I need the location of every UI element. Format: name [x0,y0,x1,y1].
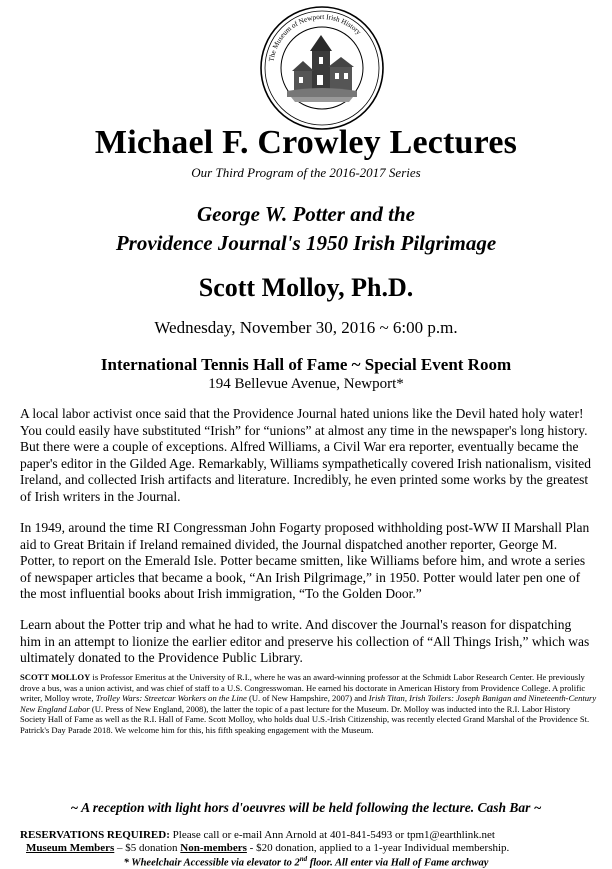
speaker-name: Scott Molloy, Ph.D. [198,273,414,302]
seal-ring-text: The Museum of Newport Irish History [267,12,363,63]
reservations-contact: Please call or e-mail Ann Arnold at 401-841-5493 or tpm1@earthlink.net [169,829,495,841]
bio-name: SCOTT MOLLOY [20,672,91,682]
reservations-label: RESERVATIONS REQUIRED: [20,829,170,841]
members-label: Museum Members [26,842,115,854]
talk-title-line-1: George W. Potter and the [197,202,415,226]
description-paragraph-1: A local labor activist once said that the Providence Journal hated unions like the Devil hated holy water! You could easily have substituted “Irish” for “unions” at almost any time in the newspaper's long history. But there were a couple of exceptions. Alfred Williams, a Civil War era reporter, eventually became the paper's editor in the Gilded Age. Remarkably, Williams sympathetically covered Irish nationalism, visited Ireland, and collected Irish artifacts and literature. Incredibly, he even printed some works by the greatest of Irish writers in the Journal. [20,406,592,504]
round-tower-icon [285,32,359,106]
venue-name: International Tennis Hall of Fame ~ Special Event Room [100,355,512,374]
accessibility-text-1: * Wheelchair Accessible via elevator to 2 [123,857,300,869]
museum-seal-logo [259,5,385,131]
talk-title-line-2: Providence Journal's 1950 Irish Pilgrimage [115,231,497,255]
nonmembers-label: Non-members [180,842,247,854]
pricing-line [26,842,606,855]
description-paragraph-3: Learn about the Potter trip and what he had to write. And discover the Journal's reason for dispatching him in an attempt to lionize the earlier editor and preserve his collection of “All Things Irish,” which was ultimately donated to the Providence Public Library. [20,617,590,665]
members-price: – $5 donation [114,842,181,854]
bio-text-2: (U. of New Hampshire, 2007) and [246,693,369,704]
bio-book-1: Trolley Wars: Streetcar Workers on the Line [95,693,247,704]
bio-text-3: (U. Press of New England, 2008), the latter the topic of a past lecture for the Museum. Dr. Molloy was inducted into the R.I. Labor History Society Hall of Fame as well as the R.I. Hall of Fame. Scott Molloy, who holds dual U.S.-Irish Citizenship, was recently elected Grand Marshal of the Providence St. Patrick's Day Parade 2018. We welcome him for this, his fifth speaking engagement with the Museum. [20,703,590,735]
nonmembers-price: - $20 donation, applied to a 1-year Individual membership. [246,842,510,854]
reservations-line [20,829,600,842]
event-datetime: Wednesday, November 30, 2016 ~ 6:00 p.m. [154,318,458,337]
lecture-series-title: Michael F. Crowley Lectures [94,124,518,161]
description-paragraph-2: In 1949, around the time RI Congressman John Fogarty proposed withholding post-WW II Marshall Plan aid to Great Britain if Ireland remained divided, the Journal dispatched another reporter, George M. Potter, to report on the Emerald Isle. Potter became smitten, like Williams before him, and wrote a series of newspaper articles that became a book, “An Irish Pilgrimage,” in 1950. Potter would later pen one of the most influential books about Irish immigration, “To the Golden Door.” [20,520,590,601]
bio-text-1: is Professor Emeritus at the University of R.I., where he was an award-winning professor at the Schmidt Labor Research Center. He previously drove a bus, was a union activist, and was chief of staff to a U.S. Congresswoman. He earned his doctorate in American History from Providence College. A prolific writer, Molloy wrote, [20,672,586,704]
accessibility-text-2: floor. All enter via Hall of Fame archway [307,857,489,869]
accessibility-note [0,855,612,869]
speaker-bio [20,672,597,736]
series-subtitle: Our Third Program of the 2016-2017 Series [191,165,421,180]
reception-notice: ~ A reception with light hors d'oeuvres will be held following the lecture. Cash Bar ~ [70,800,542,815]
venue-address: 194 Bellevue Avenue, Newport* [208,376,404,392]
bio-book-2: Irish Titan, Irish Toilers: Joseph Banigan and Nineteenth-Century New England Labor [20,693,597,714]
accessibility-sup: nd [299,855,308,863]
